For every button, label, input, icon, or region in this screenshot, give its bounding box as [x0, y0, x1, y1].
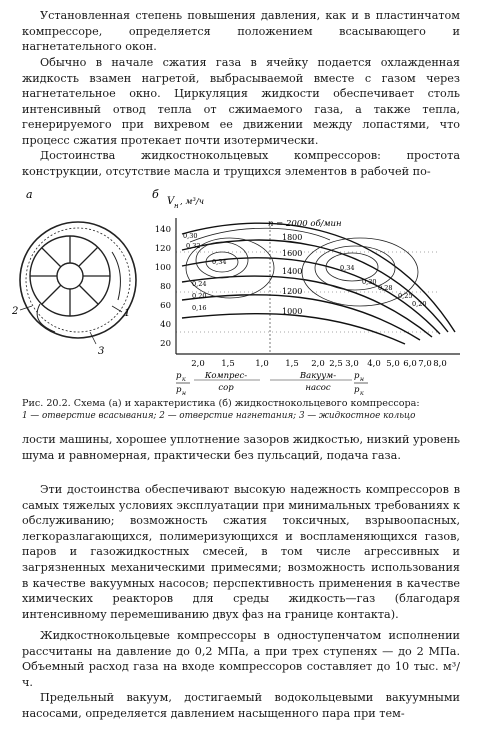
- compressor-scheme: [20, 222, 136, 344]
- svg-text:p: p: [354, 385, 360, 395]
- svg-text:2,5: 2,5: [329, 359, 343, 369]
- svg-text:p: p: [354, 371, 360, 381]
- svg-text:3,0: 3,0: [345, 359, 359, 369]
- paragraph-4: лости машины, хорошее уплотнение зазоров жидкостью, низкий уровень шума и равномерная, практически без пульсаций, подача газа.: [22, 433, 460, 462]
- svg-text:p: p: [176, 371, 182, 381]
- svg-text:0,34: 0,34: [340, 264, 355, 272]
- svg-text:2,0: 2,0: [311, 359, 325, 369]
- panel-a-label: а: [26, 188, 33, 201]
- svg-text:н: н: [360, 376, 364, 383]
- svg-text:Вакуум-: Вакуум-: [299, 371, 337, 381]
- svg-text:1000: 1000: [282, 307, 303, 316]
- svg-text:1600: 1600: [282, 249, 303, 258]
- svg-text:140: 140: [154, 225, 171, 235]
- svg-text:к: к: [360, 390, 364, 397]
- speed-values: [282, 233, 302, 316]
- svg-text:насос: насос: [305, 383, 331, 393]
- caption-legend: 1 — отверстие всасывания; 2 — отверстие нагнетания; 3 — жидкостное кольцо: [22, 411, 416, 421]
- svg-text:6,0: 6,0: [403, 359, 417, 369]
- svg-text:0,20: 0,20: [412, 300, 427, 308]
- svg-text:0,28: 0,28: [378, 284, 393, 292]
- svg-text:0,16: 0,16: [192, 304, 207, 312]
- callout-1: 1: [124, 308, 131, 319]
- svg-text:40: 40: [160, 320, 171, 330]
- svg-text:0,30: 0,30: [362, 278, 377, 286]
- svg-text:н: н: [174, 202, 179, 210]
- svg-text:1800: 1800: [282, 233, 303, 242]
- svg-text:1,0: 1,0: [255, 359, 269, 369]
- callout-2: 2: [12, 306, 19, 317]
- svg-text:к: к: [182, 376, 186, 383]
- svg-text:8,0: 8,0: [433, 359, 447, 369]
- svg-text:, м³/ч: , м³/ч: [180, 197, 205, 207]
- panel-b-label: б: [152, 188, 159, 201]
- caption-main: Рис. 20.2. Схема (а) и характеристика (б) жидкостнокольцевого компрессора:: [22, 398, 420, 409]
- svg-text:7,0: 7,0: [418, 359, 432, 369]
- svg-text:0,20: 0,20: [192, 292, 207, 300]
- figure-caption: [22, 397, 462, 423]
- svg-text:0,34: 0,34: [212, 258, 227, 266]
- svg-text:2,0: 2,0: [191, 359, 205, 369]
- y-tick-labels: [155, 225, 171, 349]
- figure-svg: [0, 182, 479, 397]
- svg-text:0,25: 0,25: [398, 292, 413, 300]
- svg-text:20: 20: [160, 339, 171, 349]
- svg-text:p: p: [176, 385, 182, 395]
- pressure-ratio-left: [176, 371, 190, 397]
- svg-text:V: V: [167, 196, 175, 207]
- svg-text:н: н: [182, 390, 186, 397]
- svg-text:0,24: 0,24: [192, 280, 207, 288]
- svg-text:120: 120: [154, 244, 171, 254]
- svg-text:5,0: 5,0: [386, 359, 400, 369]
- paragraph-3: Достоинства жидкостнокольцевых компрессоров: простота конструкции, отсутствие масла и трущихся элементов в рабочей по-: [22, 149, 460, 178]
- speed-label: n = 2000 об/мин: [268, 219, 342, 229]
- paragraph-7: Предельный вакуум, достигаемый водокольцевыми вакуумными насосами, определяется давлением насыщенного пара при тем-: [22, 691, 460, 720]
- svg-text:0,32: 0,32: [186, 242, 201, 250]
- svg-text:сор: сор: [218, 383, 234, 393]
- svg-text:100: 100: [154, 263, 171, 273]
- pressure-ratio-right: [354, 371, 368, 397]
- svg-text:Компрес-: Компрес-: [204, 371, 248, 381]
- svg-text:1,5: 1,5: [221, 359, 235, 369]
- svg-text:4,0: 4,0: [367, 359, 381, 369]
- svg-text:80: 80: [160, 282, 171, 292]
- paragraph-2: Обычно в начале сжатия газа в ячейку подается охлажденная жидкость взамен нагретой, выбрасываемой вместе с газом через нагнетательное окно. Циркуляция жидкости обеспечивает столь интенсивный отвод тепла от сжимаемого газа, а также тепла, генерируемого при вихревом ее движении между лопастями, что процесс сжатия протекает почти изотермически.: [22, 56, 460, 147]
- region-labels: [194, 371, 352, 393]
- speed-curves: [182, 223, 455, 344]
- svg-text:1,5: 1,5: [285, 359, 299, 369]
- x-tick-labels: [191, 359, 447, 369]
- paragraph-1: Установленная степень повышения давления, как и в пластинчатом компрессоре, определяется положением всасывающего и нагнетательного окон.: [22, 9, 460, 54]
- paragraph-5: Эти достоинства обеспечивают высокую надежность компрессоров в самых тяжелых условиях эксплуатации при минимальных требованиях к обслуживанию; возможность сжатия токсичных, взрывоопасных, легкоразлагающихся, полимеризующихся и воспламеняющихся газов, паров и газожидкостных смесей, в том числе агрессивных и загрязненных механическими примесями; возможность использования в качестве вакуумных насосов; перспективность применения в качестве химических реакторов для среды жидкость—газ (благодаря интенсивному перемешиванию двух фаз на границе контакта).: [22, 483, 460, 621]
- svg-text:1200: 1200: [282, 287, 303, 296]
- callout-3: 3: [98, 346, 105, 357]
- svg-text:1400: 1400: [282, 267, 303, 276]
- svg-text:0,30: 0,30: [183, 232, 198, 240]
- paragraph-6: Жидкостнокольцевые компрессоры в одноступенчатом исполнении рассчитаны на давление до 0,2 МПа, а при трех ступенях — до 2 МПа. Объемный расход газа на входе компрессоров составляет до 10 тыс. м³/ч.: [22, 629, 460, 689]
- y-axis-label: [167, 196, 204, 210]
- svg-text:60: 60: [160, 301, 171, 311]
